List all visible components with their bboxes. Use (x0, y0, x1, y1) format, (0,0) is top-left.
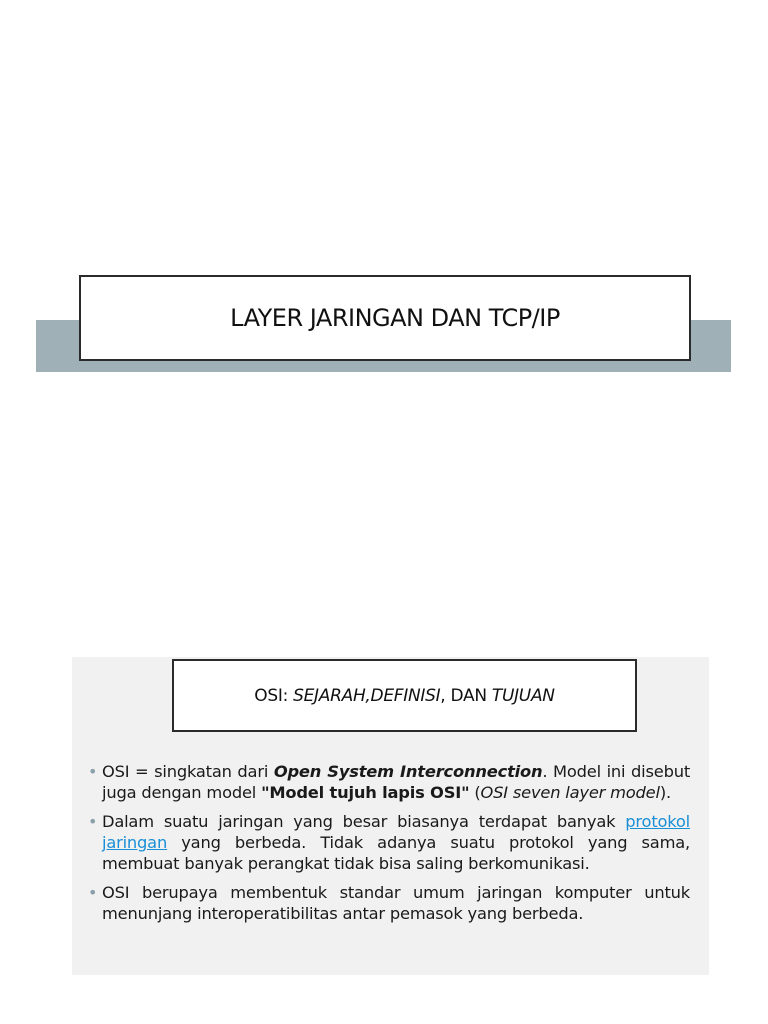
slide-title-box (79, 275, 691, 361)
bullet-emphasis: "Model tujuh lapis OSI" (261, 783, 470, 802)
osi-title-tujuan: TUJUAN (491, 685, 555, 706)
bullet-item (86, 882, 690, 924)
osi-title-box (172, 659, 637, 732)
osi-title-definisi: DEFINISI (370, 685, 441, 706)
slide-title: LAYER JARINGAN DAN TCP/IP (230, 304, 560, 332)
bullet-text: yang berbeda. Tidak adanya suatu protokol yang sama, membuat banyak perangkat tidak bisa saling berkomunikasi. (102, 833, 690, 873)
bullet-text: OSI = singkatan dari (102, 762, 274, 781)
bullet-emphasis: Open System Interconnection (273, 762, 543, 781)
bullet-dot-icon: • (88, 883, 98, 902)
bullet-dot-icon: • (88, 762, 98, 781)
protokol-jaringan-link[interactable]: protokol jaringan (102, 812, 690, 852)
bullet-text: ( (469, 783, 481, 802)
bullet-list (86, 761, 690, 932)
bullet-item (86, 761, 690, 803)
bullet-text: ). (659, 783, 671, 802)
osi-title-sejarah: SEJARAH, (293, 685, 371, 706)
slide-osi (72, 657, 709, 975)
bullet-text: Dalam suatu jaringan yang besar biasanya terdapat banyak (102, 812, 626, 831)
osi-title (254, 686, 554, 706)
osi-title-prefix: OSI: (254, 685, 294, 706)
bullet-item (86, 811, 690, 874)
osi-title-sep: , DAN (440, 685, 492, 706)
bullet-text: . Model ini disebut juga dengan model (102, 762, 691, 802)
bullet-emphasis: OSI seven layer model (480, 783, 660, 802)
bullet-dot-icon: • (88, 812, 98, 831)
bullet-text: OSI berupaya membentuk standar umum jaringan komputer untuk menunjang interoperatibilitas antar pemasok yang berbeda. (102, 883, 690, 923)
